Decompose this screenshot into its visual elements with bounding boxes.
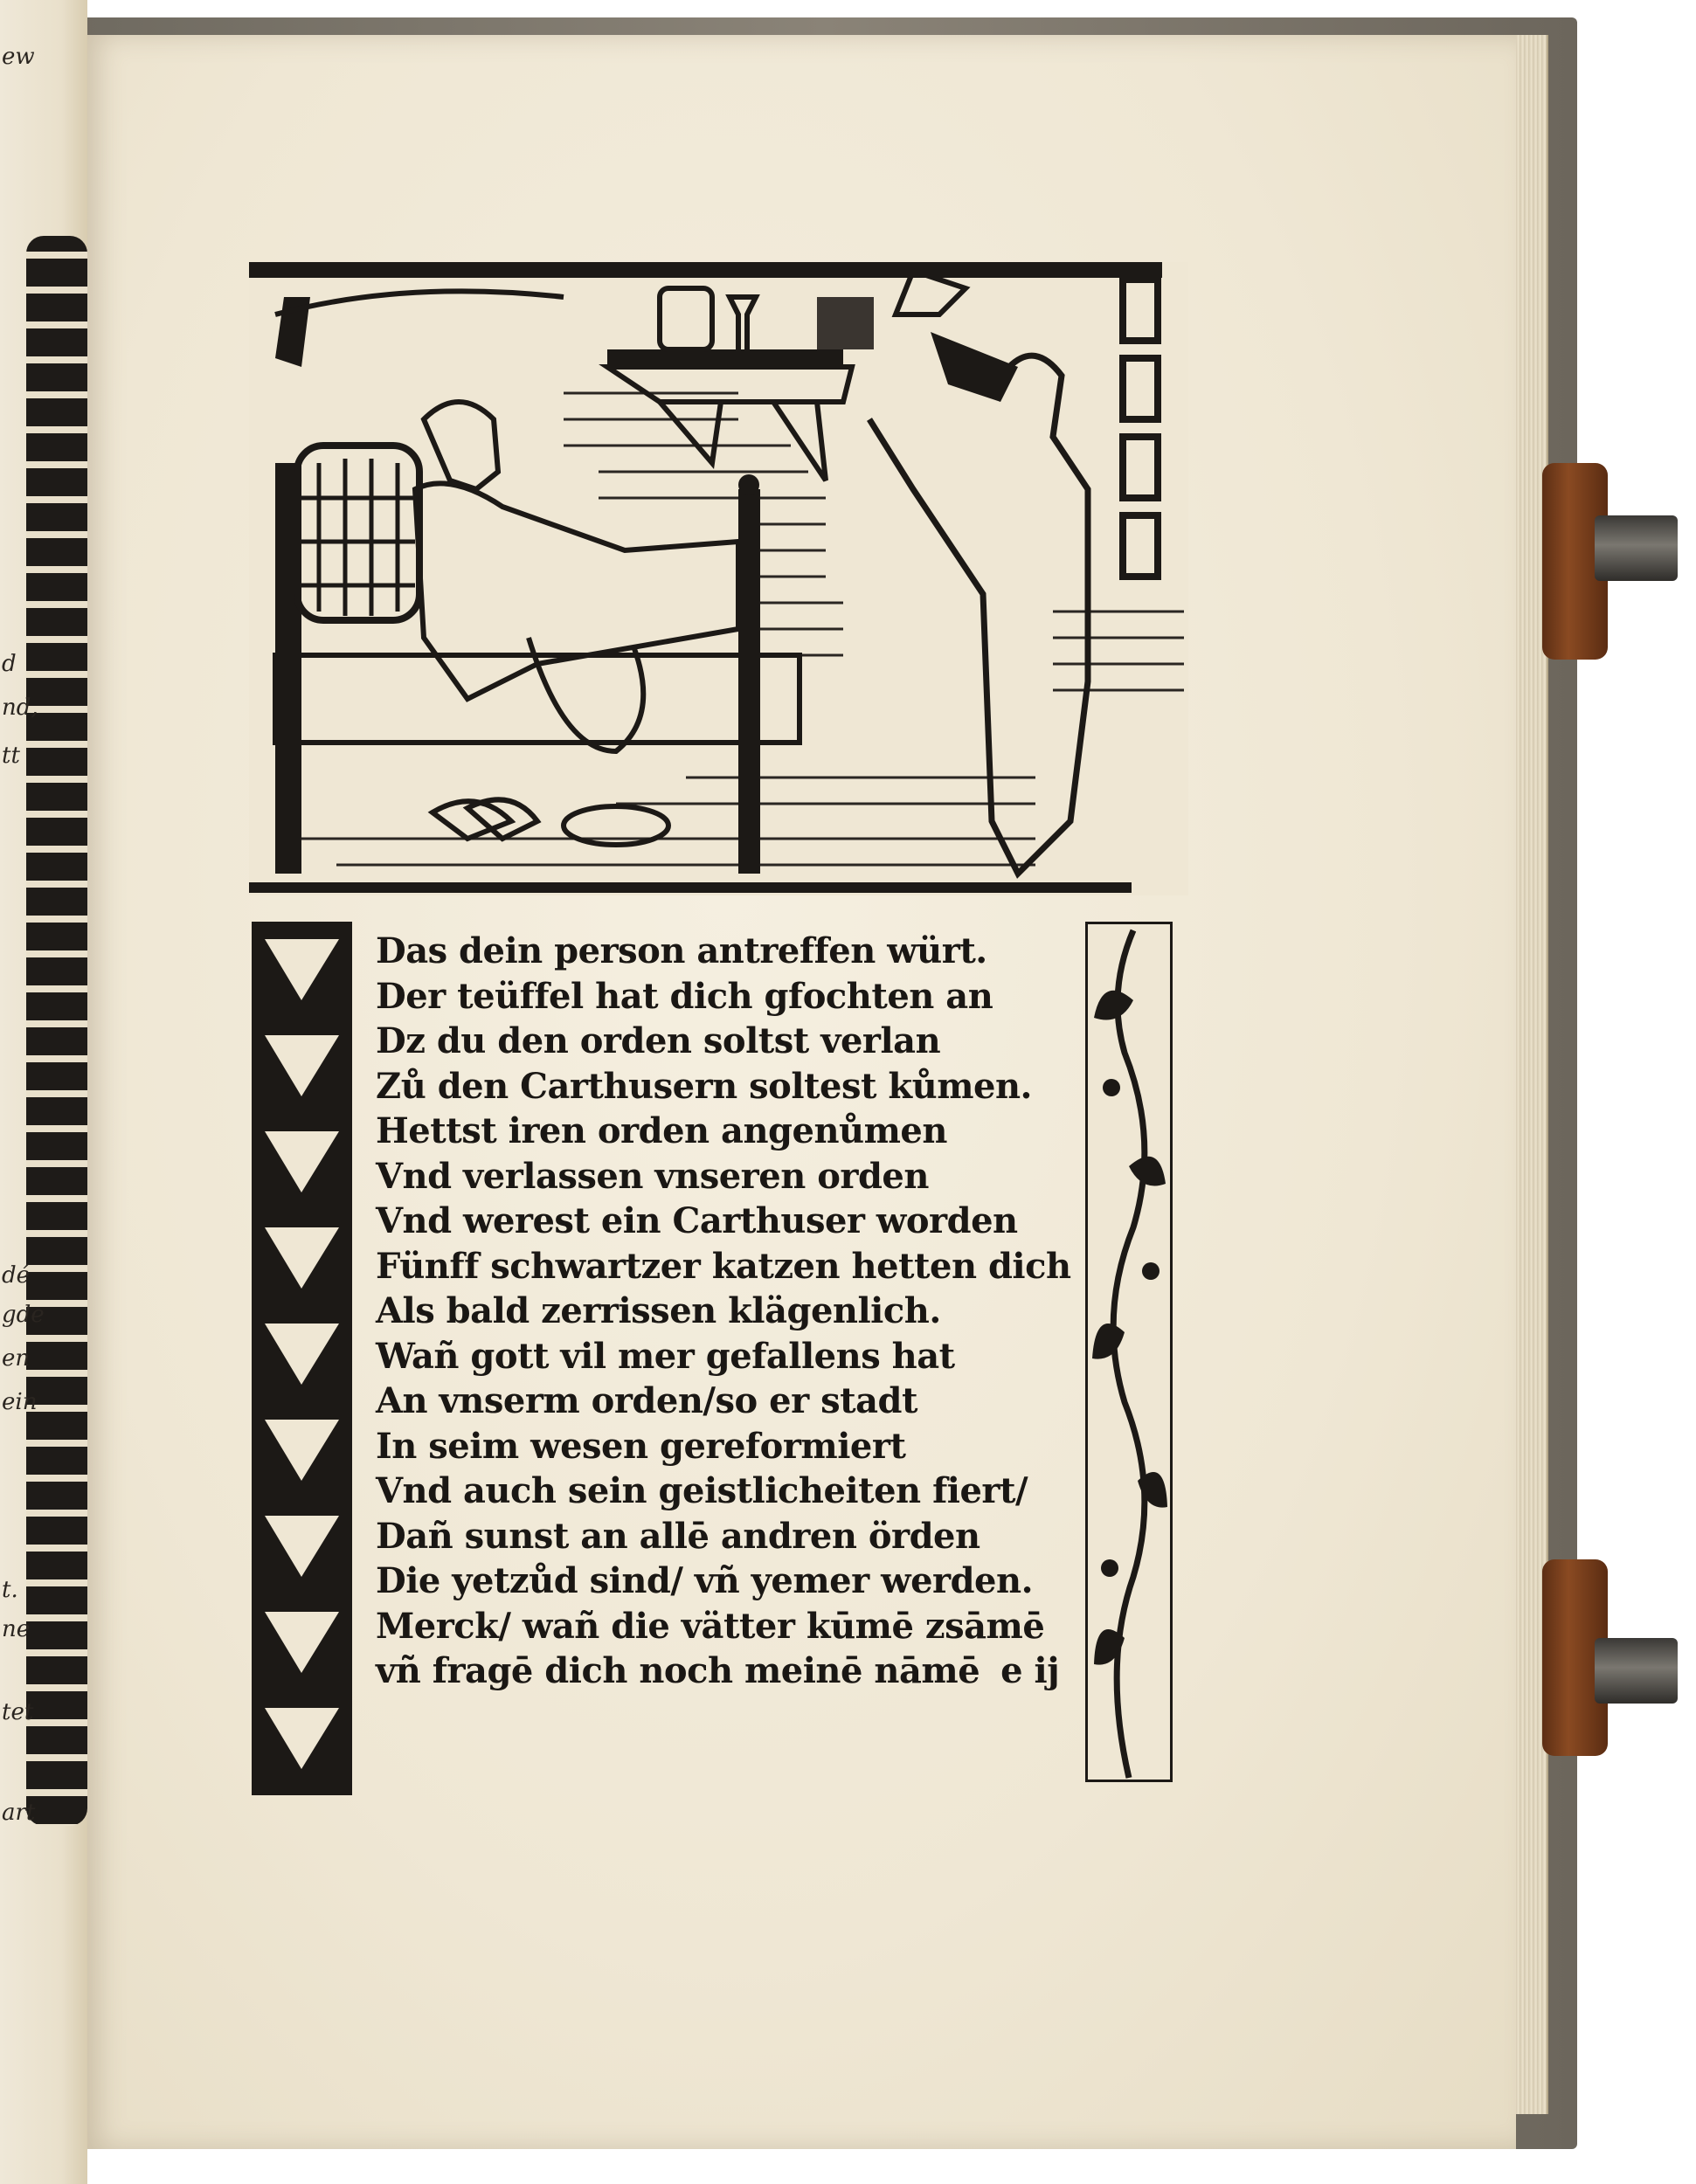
verso-text-fragment: tt: [2, 743, 20, 769]
verse-line: Dañ sunst an allē andren örden: [376, 1515, 980, 1557]
verse-line: vñ fragē dich noch meinē nāmē: [376, 1650, 980, 1691]
right-vine-border: [1085, 922, 1173, 1782]
verso-text-fragment: tet: [2, 1699, 34, 1725]
verse-line: In seim wesen gereformiert: [376, 1425, 906, 1467]
verso-text-fragment: dé: [2, 1262, 31, 1289]
verse-line: Hettst iren orden angenůmen: [376, 1110, 947, 1151]
verse-text: [376, 929, 1092, 1694]
verse-line: Zů den Carthusern soltest kůmen.: [376, 1065, 1032, 1107]
verso-text-fragment: nd,: [2, 695, 38, 721]
verse-line: Merck/ wañ die vätter kūmē zsāmē: [376, 1605, 1045, 1647]
verse-line: Fünff schwartzer katzen hetten dich: [376, 1245, 1071, 1287]
verse-line: Die yetzůd sind/ vñ yemer werden.: [376, 1560, 1034, 1601]
verso-text-fragment: gde: [2, 1302, 45, 1328]
verso-text-fragment: ne: [2, 1616, 31, 1642]
upper-clasp-metal: [1595, 515, 1678, 581]
verso-text-fragment: ein: [2, 1389, 38, 1415]
verse-line: Das dein person antreffen würt.: [376, 930, 987, 971]
verse-line: Wañ gott vil mer gefallens hat: [376, 1335, 955, 1377]
signature-mark: e ij: [1000, 1650, 1060, 1691]
verso-text-fragment: d: [2, 651, 17, 677]
verse-line: Dz du den orden soltst verlan: [376, 1020, 941, 1061]
verso-ornamental-border: [26, 236, 87, 1826]
verse-line: An vnserm orden/so er stadt: [376, 1380, 917, 1421]
verse-line: Vnd auch sein geistlicheiten fiert/: [376, 1470, 1028, 1511]
verso-page: [0, 0, 87, 2184]
verse-line: Als bald zerrissen klägenlich.: [376, 1290, 941, 1331]
verso-text-fragment: en: [2, 1345, 31, 1372]
verso-text-fragment: ew: [2, 44, 35, 70]
verso-text-fragment: art: [2, 1800, 36, 1826]
verse-line-last: [376, 1648, 1092, 1694]
verso-text-fragment: t.: [2, 1577, 18, 1603]
verse-line: Vnd verlassen vnseren orden: [376, 1155, 929, 1197]
verse-line: Der teüffel hat dich gfochten an: [376, 975, 993, 1017]
woodcut-illustration: [249, 262, 1188, 895]
left-ornamental-border: [252, 922, 352, 1795]
lower-clasp-metal: [1595, 1638, 1678, 1704]
verse-line: Vnd werest ein Carthuser worden: [376, 1200, 1018, 1241]
